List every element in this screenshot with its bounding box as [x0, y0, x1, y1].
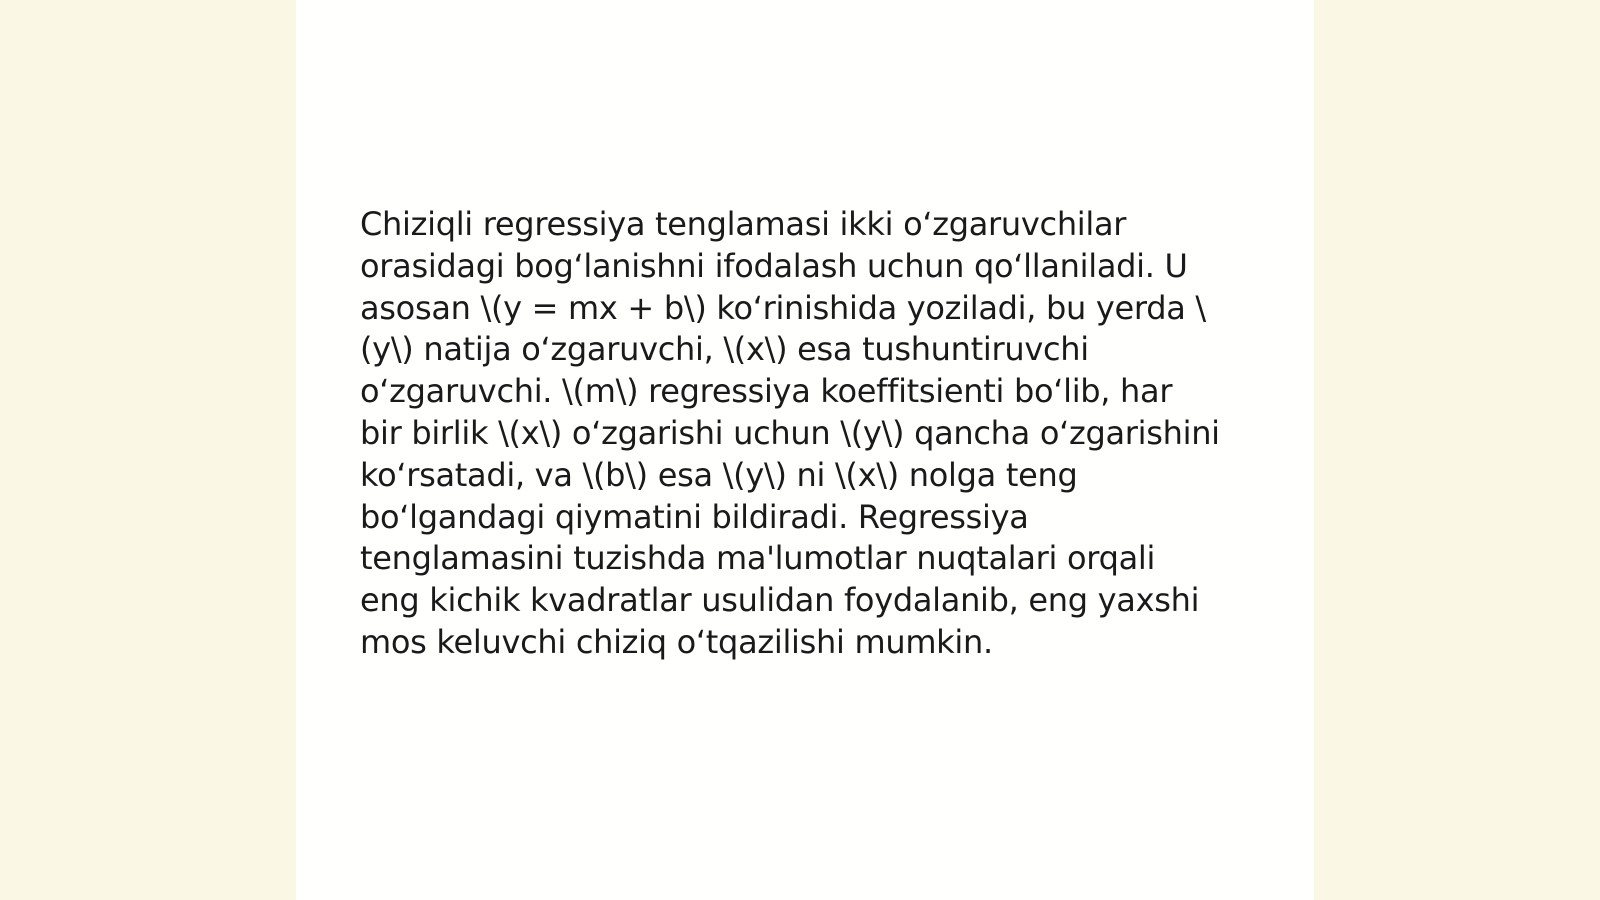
- left-margin: [0, 0, 296, 900]
- slide-body-text: [360, 204, 1260, 664]
- body-line-7: ko‘rsatadi, va \(b\) esa \(y\) ni \(x\) nolga teng: [360, 455, 1078, 494]
- body-line-3: asosan \(y = mx + b\) ko‘rinishida yoziladi, bu yerda \: [360, 288, 1206, 327]
- body-line-8: bo‘lgandagi qiymatini bildiradi. Regressiya: [360, 497, 1029, 536]
- body-line-6: bir birlik \(x\) o‘zgarishi uchun \(y\) qancha o‘zgarishini: [360, 413, 1220, 452]
- body-line-9: tenglamasini tuzishda ma'lumotlar nuqtalari orqali: [360, 539, 1156, 578]
- body-line-1: Chiziqli regressiya tenglamasi ikki o‘zgaruvchilar: [360, 205, 1127, 243]
- body-line-10: eng kichik kvadratlar usulidan foydalanib, eng yaxshi: [360, 581, 1200, 620]
- body-line-2: orasidagi bog‘lanishni ifodalash uchun qo‘llaniladi. U: [360, 246, 1188, 285]
- right-margin: [1314, 0, 1600, 900]
- slide-canvas: [296, 0, 1314, 900]
- body-line-5: o‘zgaruvchi. \(m\) regressiya koeffitsienti bo‘lib, har: [360, 372, 1173, 411]
- body-line-4: (y\) natija o‘zgaruvchi, \(x\) esa tushuntiruvchi: [360, 330, 1089, 369]
- body-line-11: mos keluvchi chiziq o‘tqazilishi mumkin.: [360, 622, 993, 661]
